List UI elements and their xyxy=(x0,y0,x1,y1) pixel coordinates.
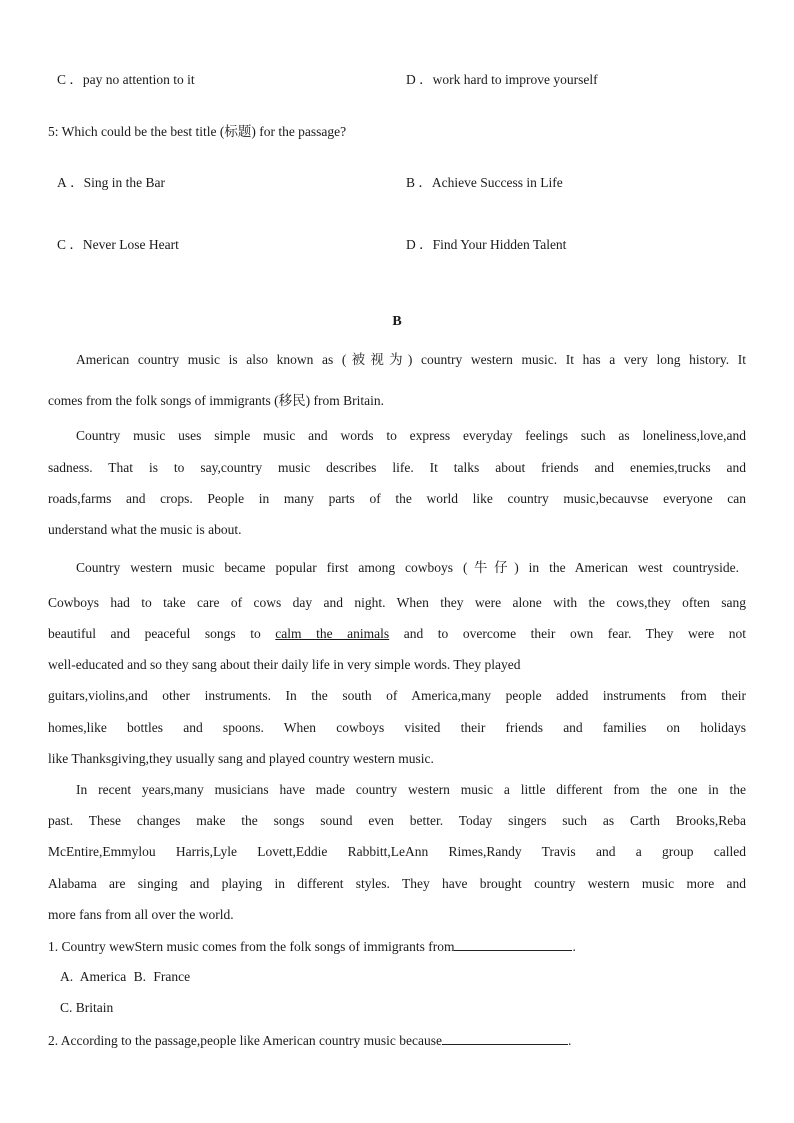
paragraph-line: Country western music became popular first among cowboys (牛仔) in the American west countryside. xyxy=(76,560,739,575)
q5-option-b: B ．Achieve Success in Life xyxy=(406,175,563,190)
paragraph-line: Cowboys had to take care of cows day and night. When they were alone with the cows,they often sang xyxy=(48,595,746,610)
paragraph-line: sadness. That is to say,country music describes life. It talks about friends and enemies,trucks and xyxy=(48,460,746,475)
question-1 xyxy=(48,938,576,955)
question-1-text: 1. Country wewStern music comes from the folk songs of immigrants from xyxy=(48,939,455,954)
q4-option-d: D ．work hard to improve yourself xyxy=(406,72,598,87)
paragraph-line: In recent years,many musicians have made country western music a little different from the one in the xyxy=(76,782,746,797)
paragraph-line: McEntire,Emmylou Harris,Lyle Lovett,Eddie Rabbitt,LeAnn Rimes,Randy Travis and a group called xyxy=(48,844,746,859)
paragraph-line: homes,like bottles and spoons. When cowboys visited their friends and families on holidays xyxy=(48,720,746,735)
paragraph-line-with-underline xyxy=(48,626,746,642)
paragraph-line: American country music is also known as (被视为) country western music. It has a very long history. It xyxy=(76,352,746,367)
paragraph-line: well-educated and so they sang about their daily life in very simple words. They played xyxy=(48,657,521,672)
paragraph-line: guitars,violins,and other instruments. In the south of America,many people added instruments from their xyxy=(48,688,746,703)
paragraph-line: Alabama are singing and playing in different styles. They have brought country western music more and xyxy=(48,876,746,891)
paragraph-line: Country music uses simple music and words to express everyday feelings such as loneliness,love,and xyxy=(76,428,746,443)
question-1-options-ab: A. America B. France xyxy=(60,969,191,984)
q5-option-a: A ．Sing in the Bar xyxy=(57,175,165,190)
paragraph-line: understand what the music is about. xyxy=(48,522,242,537)
q5-option-c: C ．Never Lose Heart xyxy=(57,237,179,252)
paragraph-line: like Thanksgiving,they usually sang and played country western music. xyxy=(48,751,434,766)
question-2 xyxy=(48,1032,571,1049)
answer-blank[interactable] xyxy=(442,1032,568,1045)
question-2-text: 2. According to the passage,people like American country music because xyxy=(48,1033,442,1048)
text-segment: and to overcome their own fear. They were not xyxy=(403,626,747,641)
paragraph-line: more fans from all over the world. xyxy=(48,907,234,922)
paragraph-line: past. These changes make the songs sound even better. Today singers such as Carth Brooks,Reba xyxy=(48,813,746,828)
question-1-option-c: C. Britain xyxy=(60,1000,114,1015)
q4-option-c: C ．pay no attention to it xyxy=(57,72,195,87)
text-segment: beautiful and peaceful songs to xyxy=(48,626,261,641)
section-heading: B xyxy=(392,314,402,329)
paragraph-line: comes from the folk songs of immigrants (移民) from Britain. xyxy=(48,393,384,408)
answer-blank[interactable] xyxy=(454,938,572,951)
question-1-end: . xyxy=(572,939,576,954)
paragraph-line: roads,farms and crops. People in many parts of the world like country music,becauvse everyone can xyxy=(48,491,746,506)
question-2-end: . xyxy=(568,1033,572,1048)
q5-question: 5: Which could be the best title (标题) for the passage? xyxy=(48,124,347,139)
underlined-phrase: calm the animals xyxy=(275,626,390,641)
q5-option-d: D ．Find Your Hidden Talent xyxy=(406,237,567,252)
